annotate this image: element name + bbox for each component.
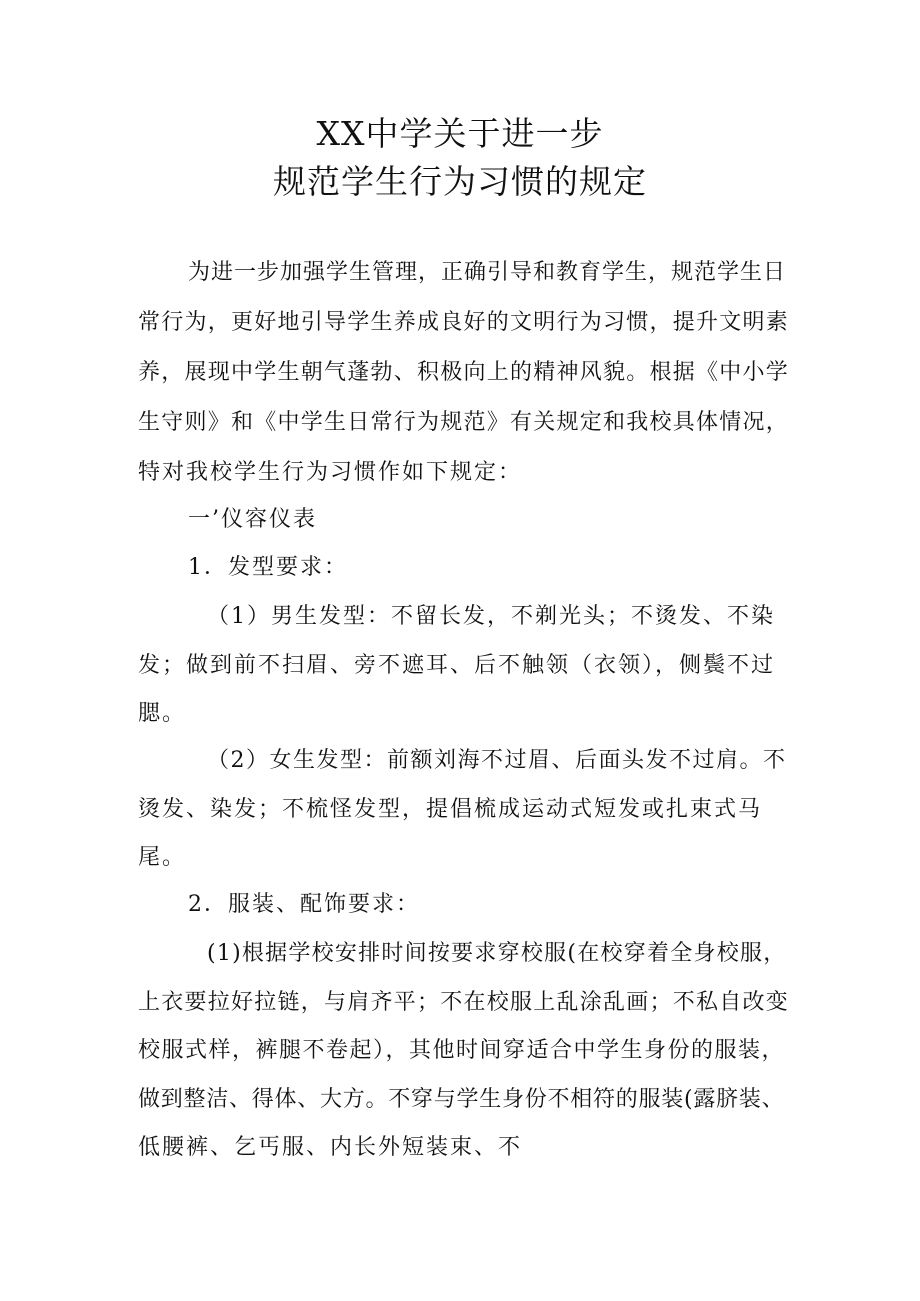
clothing-line-5: 低腰裤、乞丐服、内长外短装束、不 [138, 1135, 523, 1160]
clothing-line-4: 做到整洁、得体、大方。不穿与学生身份不相符的服装(露脐装、 [138, 1087, 785, 1112]
document-title-line-2: 规范学生行为习惯的规定 [273, 162, 647, 201]
clothing-line-1: (1)根据学校安排时间按要求穿校服(在校穿着全身校服， [207, 941, 787, 966]
item-heading-hair: 1．发型要求： [188, 555, 348, 580]
hair-male-line-1: （1）男生发型：不留长发，不剃光头；不烫发、不染 [207, 604, 775, 629]
intro-line-5: 特对我校学生行为习惯作如下规定： [138, 460, 523, 485]
intro-line-3: 养，展现中学生朝气蓬勃、积极向上的精神风貌。根据《中小学 [138, 360, 790, 385]
hair-female-line-1: （2）女生发型：前额刘海不过眉、后面头发不过肩。不 [207, 748, 787, 773]
hair-female-line-2: 烫发、染发；不梳怪发型，提倡梳成运动式短发或扎束式马 [138, 797, 763, 822]
item-heading-clothing: 2．服装、配饰要求： [188, 892, 420, 917]
section-heading: 一’仪容仪表 [188, 507, 317, 532]
hair-female-line-3: 尾。 [138, 845, 187, 870]
intro-line-1: 为进一步加强学生管理，正确引导和教育学生，规范学生日 [188, 260, 787, 285]
intro-line-2: 常行为，更好地引导学生养成良好的文明行为习惯，提升文明素 [138, 310, 790, 335]
clothing-line-2: 上衣要拉好拉链，与肩齐平；不在校服上乱涂乱画；不私自改变 [138, 990, 790, 1015]
clothing-line-3: 校服式样，裤腿不卷起），其他时间穿适合中学生身份的服装， [138, 1038, 786, 1063]
hair-male-line-3: 腮。 [138, 701, 187, 726]
document-title-line-1: XX中学关于进一步 [316, 114, 604, 153]
hair-male-line-2: 发；做到前不扫眉、旁不遮耳、后不触领（衣领），侧鬓不过 [138, 653, 776, 678]
intro-line-4: 生守则》和《中学生日常行为规范》有关规定和我校具体情况， [138, 410, 790, 435]
